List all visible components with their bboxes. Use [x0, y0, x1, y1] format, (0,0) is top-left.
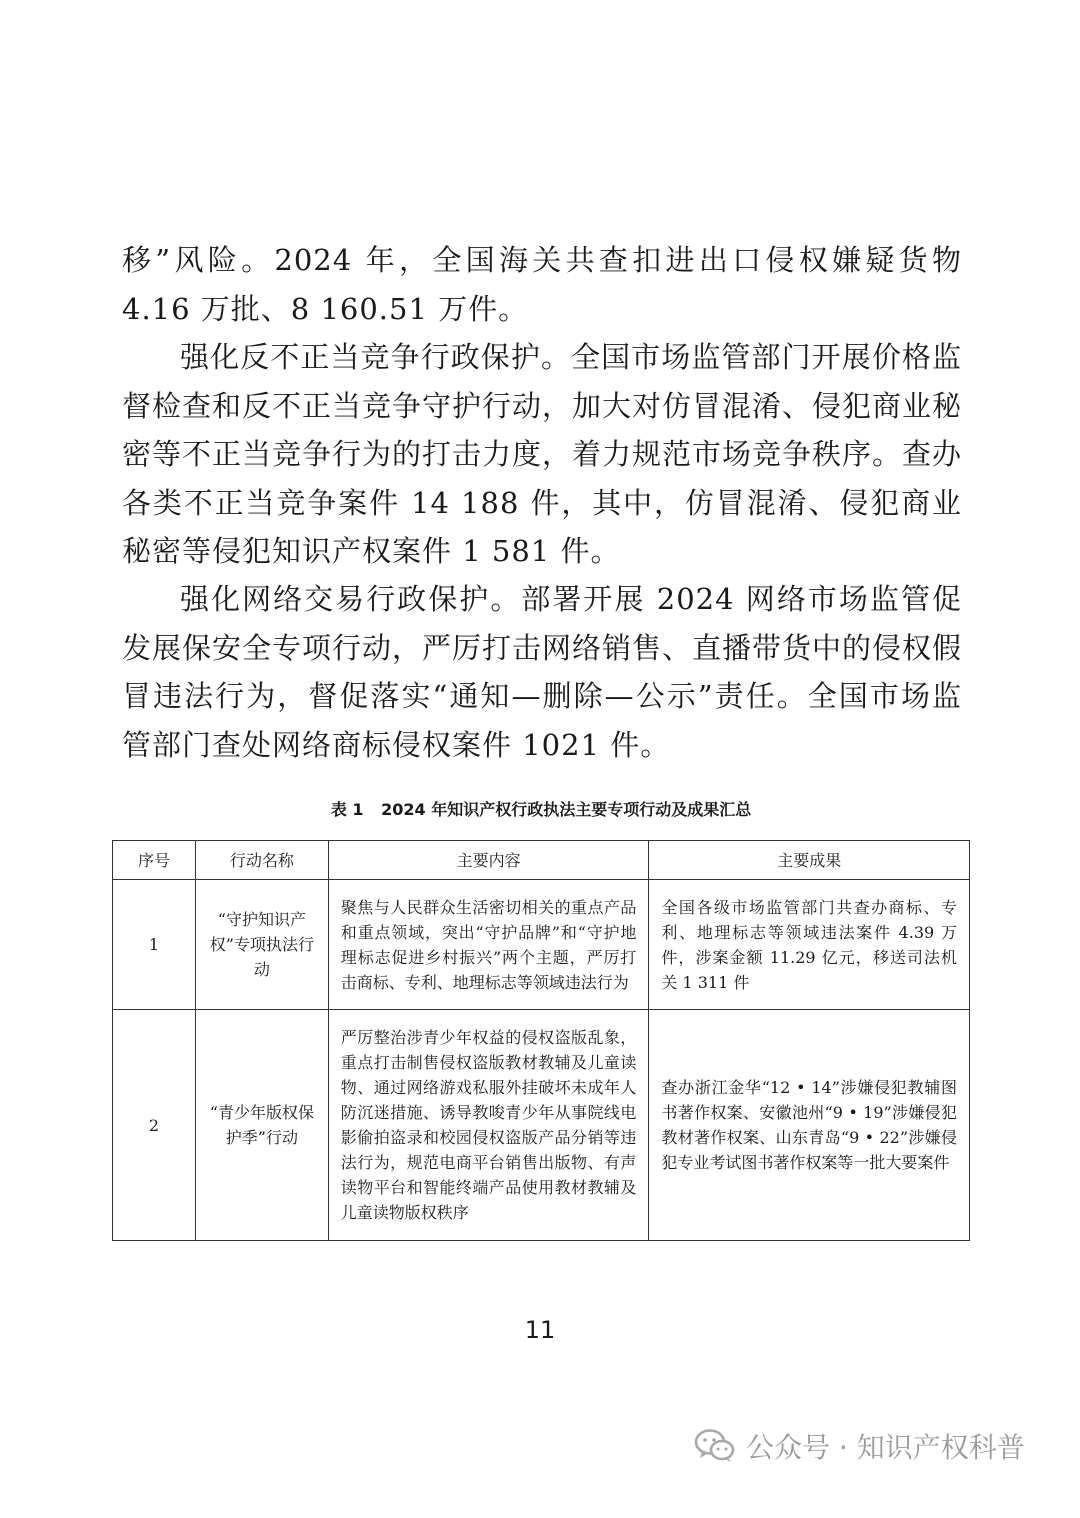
table-caption-title: 2024 年知识产权行政执法主要专项行动及成果汇总 [381, 800, 752, 819]
header-result: 主要成果 [649, 841, 970, 880]
cell-content: 聚焦与人民群众生活密切相关的重点产品和重点领域，突出“守护品牌”和“守护地理标志促进乡村振兴”两个主题，严厉打击商标、专利、地理标志等领域违法行为 [328, 880, 649, 1010]
cell-result: 全国各级市场监管部门共查办商标、专利、地理标志等领域违法案件 4.39 万件，涉案金额 11.29 亿元，移送司法机关 1 311 件 [649, 880, 970, 1010]
watermark-text: 公众号 · 知识产权科普 [746, 1431, 1025, 1464]
watermark [694, 1425, 1025, 1467]
cell-name: “青少年版权保护季”行动 [195, 1010, 328, 1241]
table-row [113, 880, 970, 1010]
cell-name: “守护知识产权”专项执法行动 [195, 880, 328, 1010]
table-header-row [113, 841, 970, 880]
header-content: 主要内容 [328, 841, 649, 880]
paragraph-online-trade: 强化网络交易行政保护。部署开展 2024 网络市场监管促发展保安全专项行动，严厉打击网络销售、直播带货中的侵权假冒违法行为，督促落实“通知—删除—公示”责任。全国市场监管部门查处网络商标侵权案件 1021 件。 [122, 582, 963, 762]
wechat-icon [694, 1428, 736, 1464]
cell-content: 严厉整治涉青少年权益的侵权盗版乱象，重点打击制售侵权盗版教材教辅及儿童读物、通过网络游戏私服外挂破坏未成年人防沉迷措施、诱导教唆青少年从事院线电影偷拍盗录和校园侵权盗版产品分销等违法行为，规范电商平台销售出版物、有声读物平台和智能终端产品使用教材教辅及儿童读物版权秩序 [328, 1010, 649, 1241]
summary-table [112, 840, 970, 1241]
cell-result: 查办浙江金华“12 • 14”涉嫌侵犯教辅图书著作权案、安徽池州“9 • 19”涉嫌侵犯教材著作权案、山东青岛“9 • 22”涉嫌侵犯专业考试图书著作权案等一批大要案件 [649, 1010, 970, 1241]
page-number: 11 [524, 1316, 556, 1344]
paragraph-customs: 移”风险。2024 年，全国海关共查扣进出口侵权嫌疑货物 4.16 万批、8 160.51 万件。 [122, 243, 962, 326]
table-row [113, 1010, 970, 1241]
table-caption [112, 797, 970, 820]
cell-no: 2 [113, 1010, 196, 1241]
table-caption-number: 表 1 [330, 800, 364, 819]
header-name: 行动名称 [195, 841, 328, 880]
paragraph-anti-unfair-competition: 强化反不正当竞争行政保护。全国市场监管部门开展价格监督检查和反不正当竞争守护行动，加大对仿冒混淆、侵犯商业秘密等不正当竞争行为的打击力度，着力规范市场竞争秩序。查办各类不正当竞争案件 14 188 件，其中，仿冒混淆、侵犯商业秘密等侵犯知识产权案件 1 581 件。 [122, 340, 963, 568]
header-no: 序号 [113, 841, 196, 880]
cell-no: 1 [113, 880, 196, 1010]
